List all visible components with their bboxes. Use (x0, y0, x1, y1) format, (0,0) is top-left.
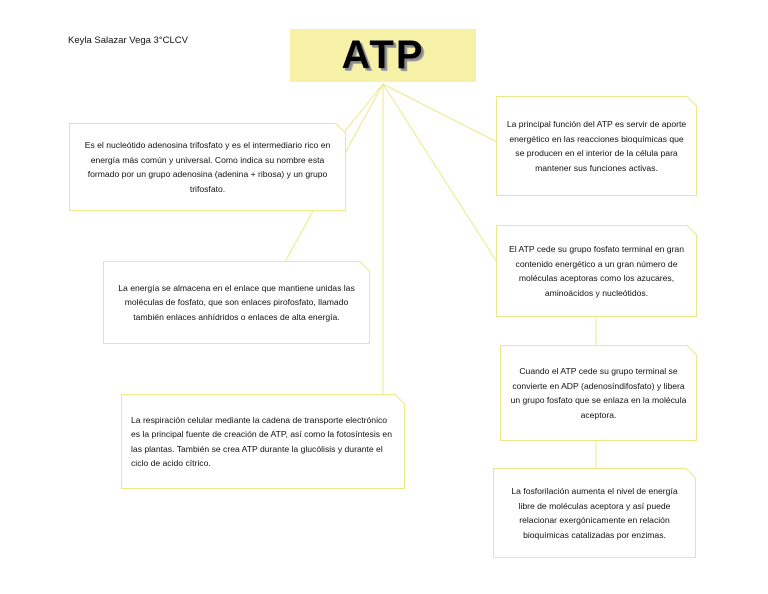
note-definition-text: Es el nucleótido adenosina trifosfato y es el intermediario rico en energía más común y universal. Como indica su nombre esta formado por un grupo adenosina (adenina + ribosa) y un grupo trifosfato. (84, 140, 331, 194)
note-energy (103, 261, 370, 344)
page-title: ATP (341, 33, 425, 77)
note-transfer-text: El ATP cede su grupo fosfato terminal en gran contenido energético a un gran número de moléculas aceptoras como los azucares, aminoácidos y nucleótidos. (508, 244, 684, 298)
note-function-text: La principal función del ATP es servir de aporte energético en las reacciones bioquímicas que se producen en el interior de la célula para mantener sus funciones activas. (506, 119, 687, 173)
note-adp-text: Cuando el ATP cede su grupo terminal se convierte en ADP (adenosíndifosfato) y libera un grupo fosfato que se enlaza en la molécula aceptora. (510, 366, 687, 420)
note-respiration (121, 394, 405, 489)
connector-function (383, 84, 497, 142)
author-label: Keyla Salazar Vega 3°CLCV (68, 35, 188, 46)
connector-transfer (383, 84, 497, 262)
note-adp (500, 345, 697, 441)
title-box (290, 29, 476, 82)
note-function (496, 96, 697, 196)
note-energy-text: La energía se almacena en el enlace que mantiene unidas las moléculas de fosfato, que son enlaces pirofosfato, llamado también enlaces anhídridos o enlaces de alta energía. (118, 282, 355, 322)
connector-definition (342, 84, 383, 135)
note-respiration-text: La respiración celular mediante la cadena de transporte electrónico es la principal fuente de creación de ATP, así como la fotosíntesis en las plantas. También se crea ATP durante la glucólisis y durante el ciclo de acido cítrico. (131, 414, 392, 468)
note-definition (69, 123, 346, 211)
note-transfer (496, 225, 697, 317)
note-phosphorylation-text: La fosforilación aumenta el nivel de energía libre de moléculas aceptora y así puede relacionar exergónicamente en relación bioquímicas catalizadas por enzimas. (511, 486, 678, 540)
note-phosphorylation (493, 468, 696, 558)
